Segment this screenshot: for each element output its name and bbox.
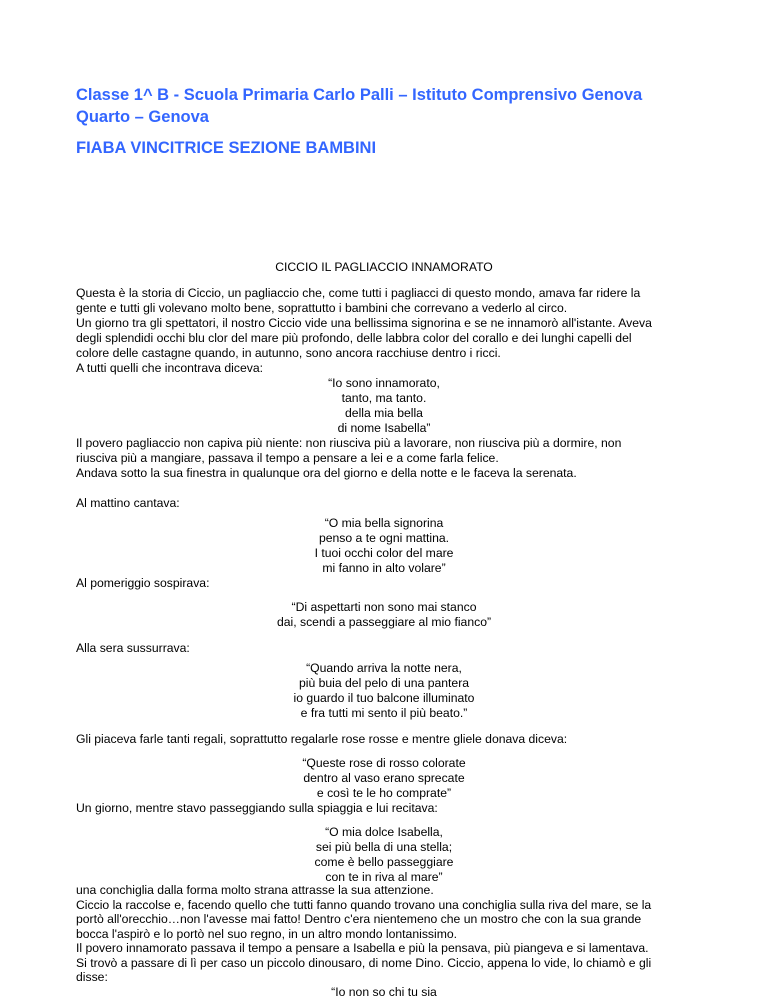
title-line-2: Quarto – Genova xyxy=(76,108,209,126)
paragraph-line: Andava sotto la sua finestra in qualunque ora del giorno e della notte e le faceva la serenata. xyxy=(76,466,577,480)
poem-line: dai, scendi a passeggiare al mio fianco” xyxy=(276,615,492,629)
poem-line: mi fanno in alto volare” xyxy=(322,561,446,575)
poem-line: tanto, ma tanto. xyxy=(341,391,427,405)
paragraph-line: colore delle castagne quando, in autunno, sono ancora racchiuse dentro i ricci. xyxy=(76,346,501,360)
poem-line: più buia del pelo di una pantera xyxy=(298,676,470,690)
poem-line: come è bello passeggiare xyxy=(314,855,454,869)
poem-line: “Queste rose di rosso colorate xyxy=(302,756,466,770)
poem-line: “O mia dolce Isabella, xyxy=(325,825,443,839)
afternoon-label: Al pomeriggio sospirava: xyxy=(76,576,210,590)
paragraph-line: Questa è la storia di Ciccio, un pagliaccio che, come tutti i pagliacci di questo mondo, amava far ridere la xyxy=(76,286,641,300)
paragraph-line: bocca l'aspirò e lo portò nel suo regno, in un altro mondo lontanissimo. xyxy=(76,926,458,941)
document-subtitle: FIABA VINCITRICE SEZIONE BAMBINI xyxy=(76,139,377,157)
poem-line: I tuoi occhi color del mare xyxy=(314,546,454,560)
evening-label: Alla sera sussurrava: xyxy=(76,641,190,655)
title-line-1: Classe 1^ B - Scuola Primaria Carlo Palli – Istituto Comprensivo Genova xyxy=(76,86,643,104)
poem-line: “Quando arriva la notte nera, xyxy=(306,661,462,675)
paragraph-line: Un giorno tra gli spettatori, il nostro Ciccio vide una bellissima signorina e se ne innamorò all'istante. Aveva xyxy=(76,316,652,330)
story-title: CICCIO IL PAGLIACCIO INNAMORATO xyxy=(275,260,493,274)
paragraph-line: Un giorno, mentre stavo passeggiando sulla spiaggia e lui recitava: xyxy=(76,801,438,815)
poem-line: e così te le ho comprate” xyxy=(316,786,452,800)
poem-line: penso a te ogni mattina. xyxy=(318,531,450,545)
paragraph-line: degli splendidi occhi blu clor del mare più profondo, delle labbra color del corallo e dei lunghi capelli del xyxy=(76,331,632,345)
paragraph-line: riusciva più a mangiare, passava il tempo a pensare a lei e a come farla felice. xyxy=(76,451,499,465)
poem-line: della mia bella xyxy=(345,406,423,420)
paragraph-line: portò all'orecchio…non l'avesse mai fatto! Dentro c'era nientemeno che un mostro che con la sua grande xyxy=(76,912,642,926)
poem-line: “Io non so chi tu sia xyxy=(331,984,437,999)
paragraph-line: una conchiglia dalla forma molto strana attrasse la sua attenzione. xyxy=(76,883,434,897)
paragraph-line: Si trovò a passare di lì per caso un piccolo dinousaro, di nome Dino. Ciccio, appena lo vide, lo chiamò e gli xyxy=(76,955,652,970)
poem-line: io guardo il tuo balcone illuminato xyxy=(293,691,475,705)
paragraph-line: A tutti quelli che incontrava diceva: xyxy=(76,361,263,375)
poem-line: e fra tutti mi sento il più beato.” xyxy=(300,706,468,720)
document-title xyxy=(76,84,726,128)
poem-line: con te in riva al mare” xyxy=(325,870,443,884)
morning-label: Al mattino cantava: xyxy=(76,496,180,510)
paragraph-line: Il povero pagliaccio non capiva più niente: non riusciva più a lavorare, non riusciva più a dormire, non xyxy=(76,436,622,450)
poem-line: dentro al vaso erano sprecate xyxy=(303,771,465,785)
paragraph-line: disse: xyxy=(76,970,108,984)
poem-line: sei più bella di una stella; xyxy=(315,840,453,854)
paragraph-line: gente e tutti gli volevano molto bene, soprattutto i bambini che correvano a vederlo al circo. xyxy=(76,301,568,315)
paragraph-line: Gli piaceva farle tanti regali, soprattutto regalarle rose rosse e mentre gliele donava diceva: xyxy=(76,732,568,746)
poem-line: “O mia bella signorina xyxy=(324,516,444,530)
poem-line: “Di aspettarti non sono mai stanco xyxy=(291,600,477,614)
paragraph-line: Ciccio la raccolse e, facendo quello che tutti fanno quando trovano una conchiglia sulla riva del mare, se la xyxy=(76,897,652,912)
poem-line: “Io sono innamorato, xyxy=(328,376,440,390)
poem-line: di nome Isabella” xyxy=(337,421,431,435)
paragraph-line: Il povero innamorato passava il tempo a pensare a Isabella e più la pensava, più piangeva e si lamentava. xyxy=(76,941,649,955)
